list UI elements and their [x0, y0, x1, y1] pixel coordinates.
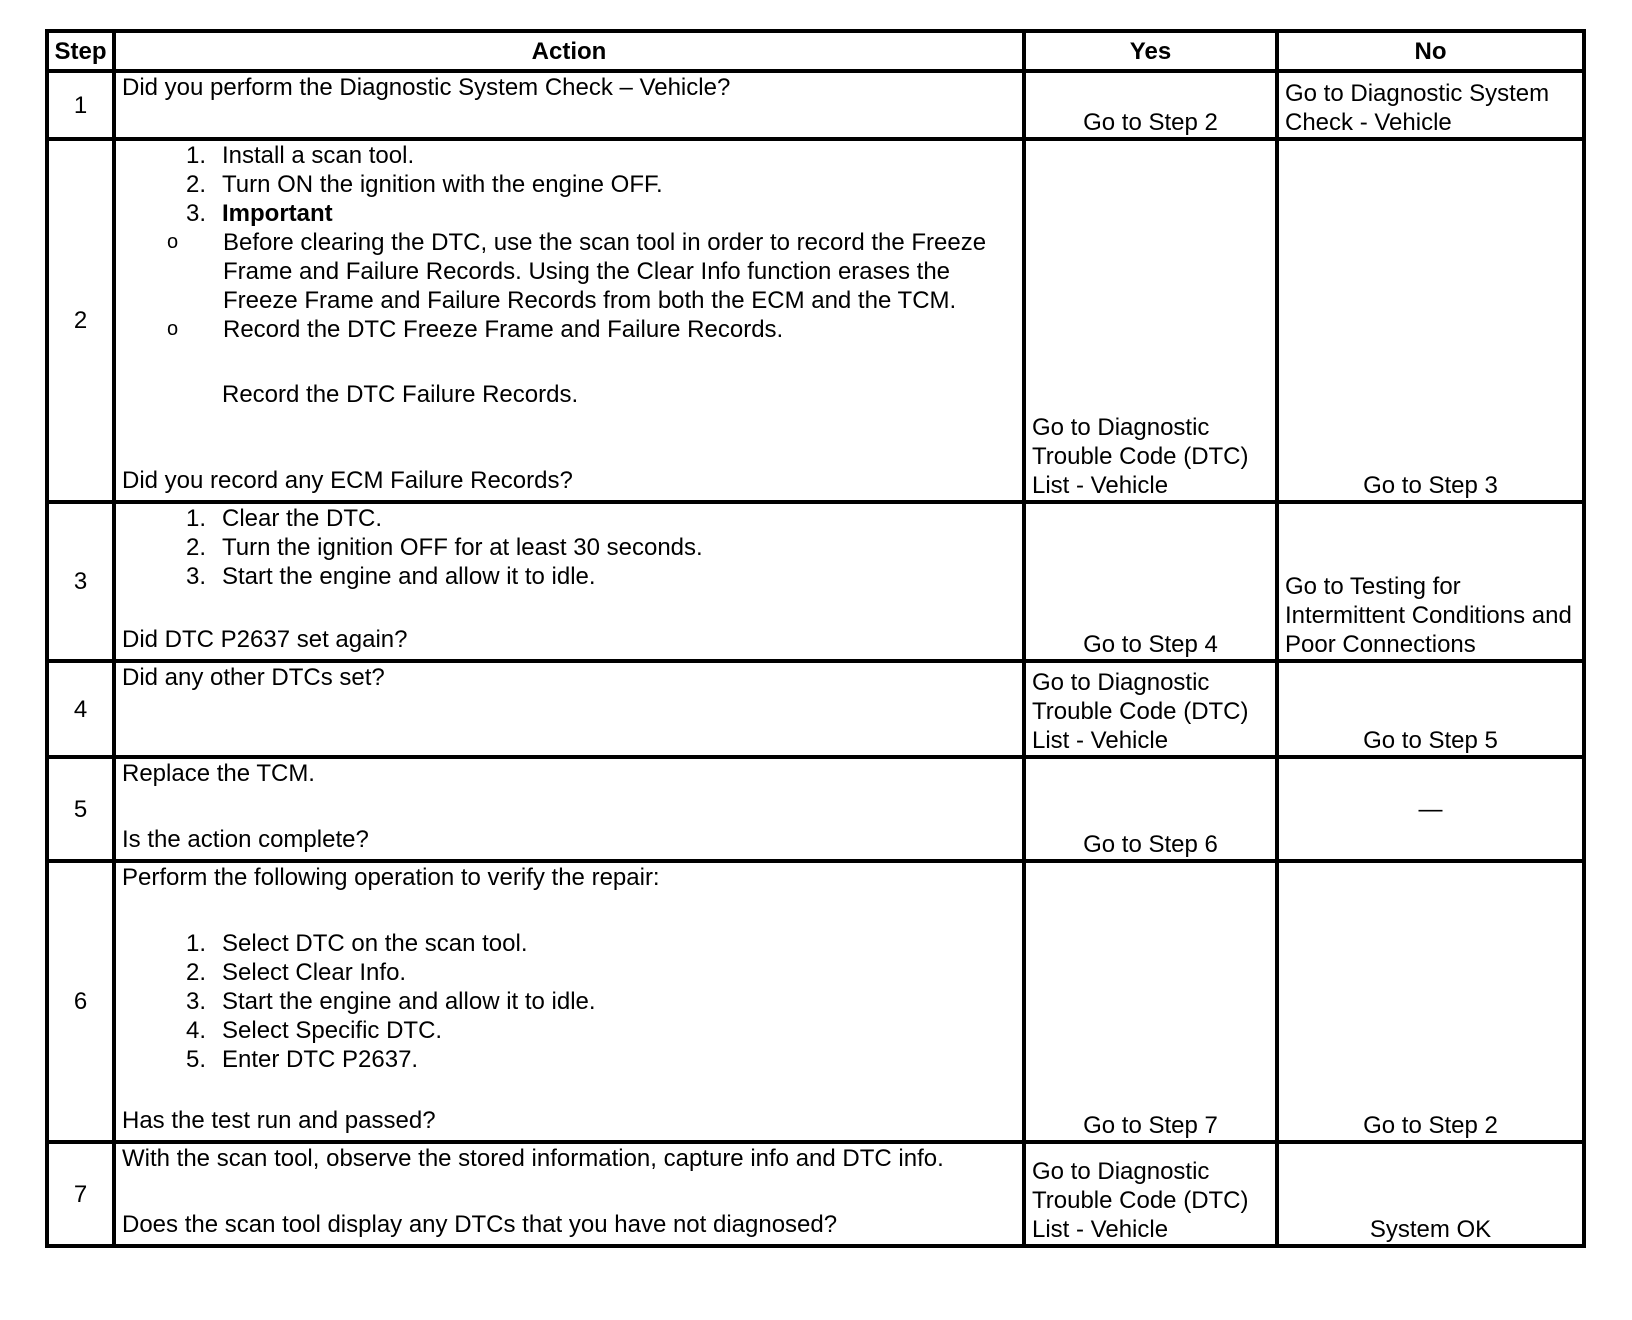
- action-cell: [114, 502, 1024, 661]
- action-question: Did you record any ECM Failure Records?: [122, 467, 573, 494]
- table-header-row: [47, 31, 1584, 71]
- no-cell: Go to Step 2: [1277, 861, 1584, 1142]
- action-cell: [114, 757, 1024, 861]
- action-question: Did DTC P2637 set again?: [122, 626, 408, 653]
- step-number: 1: [47, 71, 114, 139]
- list-item: 1. Install a scan tool.: [185, 142, 415, 169]
- step-number: 7: [47, 1142, 114, 1246]
- step-number: 6: [47, 861, 114, 1142]
- list-item: 4. Select Specific DTC.: [185, 1017, 443, 1044]
- list-item: 3. Start the engine and allow it to idle.: [185, 988, 596, 1015]
- sub-item: o Record the DTC Freeze Frame and Failure Records.: [122, 315, 1016, 344]
- action-cell: [114, 139, 1024, 502]
- step-number: 5: [47, 757, 114, 861]
- table-row: [47, 139, 1584, 502]
- list-item: 3. Start the engine and allow it to idle.: [185, 563, 596, 590]
- no-cell: Go to Testing for Intermittent Conditions and Poor Connections: [1277, 502, 1584, 661]
- no-cell: Go to Step 3: [1277, 139, 1584, 502]
- list-item: 2. Select Clear Info.: [185, 959, 407, 986]
- important-label: Important: [222, 200, 333, 227]
- action-lead: Perform the following operation to verify the repair:: [122, 864, 660, 891]
- action-cell: [114, 661, 1024, 757]
- no-cell: System OK: [1277, 1142, 1584, 1246]
- table-row: [47, 502, 1584, 661]
- circle-bullet-icon: o: [166, 318, 179, 340]
- yes-cell: Go to Step 6: [1024, 757, 1277, 861]
- list-item: 3. Important o Before clearing the DTC, use the scan tool in order to record the Freeze Frame and Failure Records. Using the Clear Info function erases the Freeze Frame and Failure Records from both the ECM and the TCM. o Record the DTC Freeze Frame and Failure Records.: [122, 199, 1016, 344]
- diagnostic-table: [45, 29, 1586, 1248]
- header-yes: Yes: [1024, 31, 1277, 71]
- action-lead: Did you perform the Diagnostic System Check – Vehicle?: [122, 74, 731, 101]
- step-number: 4: [47, 661, 114, 757]
- action-note: Record the DTC Failure Records.: [222, 381, 579, 408]
- action-lead: Replace the TCM.: [122, 760, 315, 787]
- no-cell: Go to Step 5: [1277, 661, 1584, 757]
- no-cell: —: [1277, 757, 1584, 861]
- action-question: Does the scan tool display any DTCs that you have not diagnosed?: [122, 1211, 838, 1238]
- yes-cell: Go to Diagnostic Trouble Code (DTC) List - Vehicle: [1024, 661, 1277, 757]
- yes-cell: Go to Step 7: [1024, 861, 1277, 1142]
- list-item: 2. Turn the ignition OFF for at least 30 seconds.: [185, 534, 703, 561]
- action-lead: With the scan tool, observe the stored information, capture info and DTC info.: [122, 1145, 944, 1172]
- header-step: Step: [47, 31, 114, 71]
- list-item: 5. Enter DTC P2637.: [185, 1046, 419, 1073]
- table-row: [47, 861, 1584, 1142]
- yes-cell: Go to Diagnostic Trouble Code (DTC) List - Vehicle: [1024, 139, 1277, 502]
- table-row: [47, 1142, 1584, 1246]
- step-number: 3: [47, 502, 114, 661]
- circle-bullet-icon: o: [166, 231, 179, 253]
- important-subitems: [122, 228, 1016, 344]
- action-cell: [114, 71, 1024, 139]
- table-row: [47, 661, 1584, 757]
- action-steps: [122, 929, 1016, 1074]
- action-steps: [122, 504, 1016, 591]
- action-steps: [122, 141, 1016, 344]
- step-number: 2: [47, 139, 114, 502]
- header-action: Action: [114, 31, 1024, 71]
- yes-cell: Go to Diagnostic Trouble Code (DTC) List - Vehicle: [1024, 1142, 1277, 1246]
- sub-item: o Before clearing the DTC, use the scan tool in order to record the Freeze Frame and Failure Records. Using the Clear Info function erases the Freeze Frame and Failure Records from both the ECM and the TCM.: [122, 228, 1016, 315]
- list-item: 1. Select DTC on the scan tool.: [185, 930, 528, 957]
- action-cell: [114, 861, 1024, 1142]
- action-cell: [114, 1142, 1024, 1246]
- action-question: Has the test run and passed?: [122, 1107, 436, 1134]
- list-item: 2. Turn ON the ignition with the engine OFF.: [185, 171, 663, 198]
- no-cell: Go to Diagnostic System Check - Vehicle: [1277, 71, 1584, 139]
- header-no: No: [1277, 31, 1584, 71]
- action-question: Is the action complete?: [122, 826, 369, 853]
- table-row: [47, 71, 1584, 139]
- action-lead: Did any other DTCs set?: [122, 664, 385, 691]
- yes-cell: Go to Step 4: [1024, 502, 1277, 661]
- table-row: [47, 757, 1584, 861]
- yes-cell: Go to Step 2: [1024, 71, 1277, 139]
- list-item: 1. Clear the DTC.: [185, 505, 383, 532]
